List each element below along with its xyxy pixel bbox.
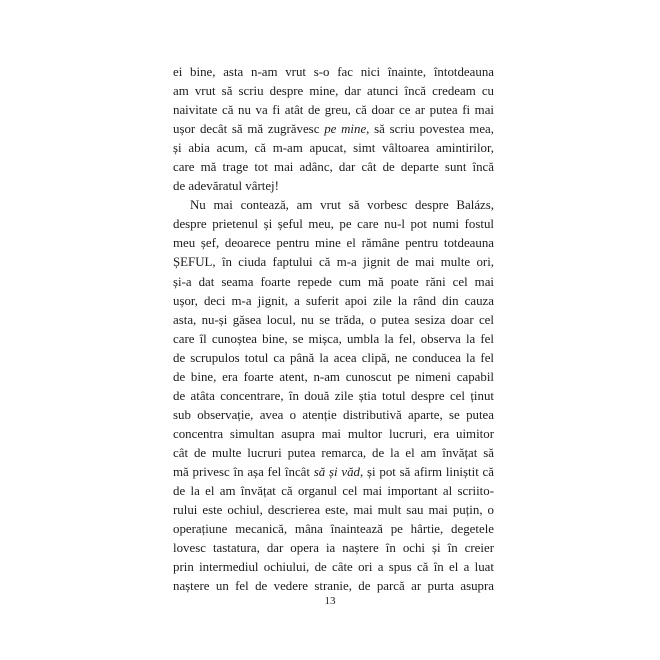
text-line: sub observație, avea o atenție distributivă aparte, se putea (173, 407, 494, 422)
text-line: de bine, era foarte atent, n-am cunoscut pe nimeni capabil (173, 369, 494, 384)
text-line (173, 615, 494, 634)
text-line: și-a dat seama foarte repede cum mă poate răni cel mai (173, 274, 494, 289)
text-line: despre prietenul și șeful meu, pe care nu-l pot numi fostul (173, 217, 494, 232)
text-line: operațiune mecanică, mâna înaintează pe hârtie, degetele (173, 522, 494, 537)
paragraph-2 (173, 196, 494, 634)
page-number: 13 (324, 595, 336, 607)
text-line: de atâta concentrare, în două zile știa totul despre cel ținut (173, 388, 494, 403)
text-line: ȘEFUL, în ciuda faptului că m-a jignit de mai multe ori, (173, 255, 494, 270)
text-line: de la el am învățat că organul cel mai important al scriito- (173, 484, 494, 499)
text-line: Nu mai contează, am vrut să vorbesc despre Balázs, (190, 198, 494, 213)
text-line: meu șef, deoarece pentru mine el rămâne pentru totdeauna (173, 236, 494, 251)
text-line: ei bine, asta n-am vrut s-o fac nici înainte, întotdeauna (173, 65, 494, 79)
text-line: naivitate că nu va fi atât de greu, că doar ce ar putea fi mai (173, 103, 494, 118)
text-line: am vrut să scriu despre mine, dar atunci încă credeam cu (173, 84, 494, 99)
text-line: care îl cunoștea bine, se mișca, umbla la fel, observa la fel (173, 331, 494, 346)
text-line: de adevăratul vârtej! (173, 179, 279, 194)
text-line: ușor decât să mă zugrăvesc pe mine, să scriu povestea mea, (173, 122, 494, 137)
text-line: ușor, deci m-a jignit, a suferit apoi zile la rând din cauza (173, 293, 494, 308)
text-line: mă privesc în așa fel încât să și văd, și pot să afirm liniștit că (173, 464, 494, 479)
body-text (173, 63, 494, 634)
text-line: prin intermediul ochiului, de câte ori a spus că în el a luat (173, 560, 494, 575)
text-line: lovesc tastatura, dar opera ia naștere în ochi și în creier (173, 541, 494, 556)
text-line: care mă trage tot mai adânc, dar cât de departe sunt încă (173, 160, 494, 175)
paragraph-1 (173, 63, 494, 196)
text-line: de scrupulos totul ca până la acea clipă, ne conducea la fel (173, 350, 494, 365)
text-line: și abia acum, că m-am apucat, simt vâltoarea amintirilor, (173, 141, 494, 156)
text-line: cât de multe lucruri putea remarca, de la el am învățat să (173, 445, 494, 460)
text-line: asta, nu-și găsea locul, nu se trăda, o putea sesiza doar cel (173, 312, 494, 327)
text-line: naștere un fel de vedere stranie, de parcă ar purta asupra (173, 579, 494, 594)
text-line: concentra simultan asupra mai multor lucruri, era uimitor (173, 426, 494, 441)
text-line: rului este ochiul, descrierea este, mai mult sau mai puțin, o (173, 503, 494, 518)
